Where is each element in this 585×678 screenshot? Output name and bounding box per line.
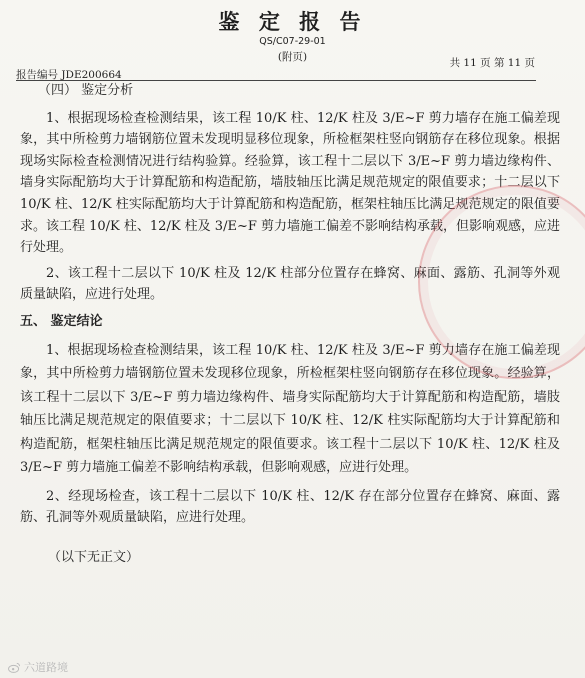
conclusion-paragraph-1: 1、根据现场检查检测结果，该工程 10/K 柱、12/K 柱及 3/E~F 剪力墙存在施工偏差现象，其中所检剪力墙钢筋位置未发现移位现象，所检框架柱竖向钢筋存在移位现象。经验算，该工程十二层以下 3/E~F 剪力墙边缘构件、墙身实际配筋均大于计算配筋和构造配筋，墙肢轴压比满足规范规定的限值要求；十二层以下 10/K 柱、12/K 柱实际配筋均大于计算配筋和构造配筋，框架柱轴压比满足规范规定的限值要求。该工程十二层以下 10/K 柱、12/K 柱及 3/E~F 剪力墙施工偏差不影响结构承载，但影响观感，应进行处理。 xyxy=(20,342,560,476)
document-code: QS/C07-29-01 xyxy=(259,36,326,47)
conclusion-paragraph-2: 2、经现场检查，该工程十二层以下 10/K 柱、12/K 存在部分位置存在蜂窝、麻面、露筋、孔洞等外观质量缺陷，应进行处理。 xyxy=(20,488,560,526)
analysis-paragraph-2: 2、该工程十二层以下 10/K 柱及 12/K 柱部分位置存在蜂窝、麻面、露筋、孔洞等外观质量缺陷，应进行处理。 xyxy=(20,265,560,303)
weibo-icon xyxy=(8,662,21,673)
report-number: 报告编号 JDE200664 xyxy=(16,69,122,81)
analysis-paragraph-1: 1、根据现场检查检测结果，该工程 10/K 柱、12/K 柱及 3/E~F 剪力墙存在施工偏差现象，其中所检剪力墙钢筋位置未发现明显移位现象，所检框架柱竖向钢筋存在移位现象。根据现场实际检查检测情况进行结构验算。经验算，该工程十二层以下 3/E~F 剪力墙边缘构件、墙身实际配筋均大于计算配筋和构造配筋，墙肢轴压比满足规范规定的限值要求；十二层以下 10/K 柱、12/K 柱实际配筋均大于计算配筋和构造配筋，框架柱轴压比满足规范规定的限值要求。该工程 10/K 柱、12/K 柱及 3/E~F 剪力墙施工偏差不影响结构承载，但影响观感，应进行处理。 xyxy=(20,110,560,256)
report-body xyxy=(20,80,560,568)
watermark-text: 六道路境 xyxy=(24,661,68,674)
page-counter: 共 11 页 第 11 页 xyxy=(449,57,535,69)
annex-label: (附页) xyxy=(277,51,308,63)
report-title: 鉴 定 报 告 xyxy=(218,9,367,34)
subsection-heading: （四） 鉴定分析 xyxy=(38,83,134,98)
section-heading: 五、 鉴定结论 xyxy=(20,313,103,329)
end-note: （以下无正文） xyxy=(48,549,140,565)
watermark xyxy=(8,659,68,675)
